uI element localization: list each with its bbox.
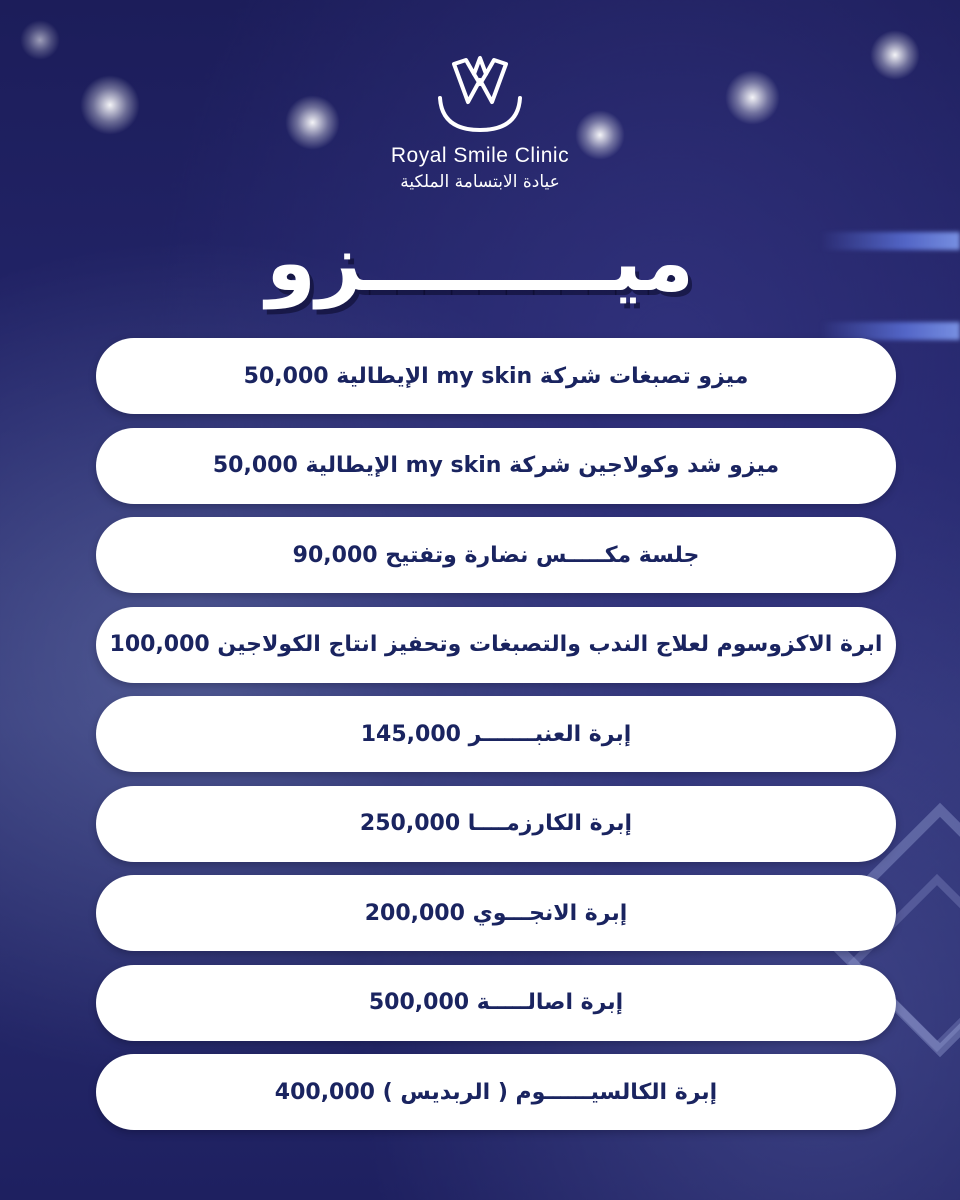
price-item (96, 875, 896, 951)
price-item (96, 965, 896, 1041)
price-item (96, 696, 896, 772)
price-item-text: إبرة الكارزمــــا 250,000 (359, 811, 633, 836)
price-item-text: إبرة العنبـــــــر 145,000 (360, 721, 632, 747)
price-item-text: جلسة مكـــــس نضارة وتفتيح 90,000 (292, 542, 700, 568)
clinic-logo (0, 50, 960, 192)
price-item (96, 428, 896, 504)
brand-name-arabic: عيادة الابتسامة الملكية (400, 172, 560, 192)
price-item-text: ميزو شد وكولاجين شركة my skin الإيطالية 50,000 (212, 453, 780, 478)
price-item (96, 517, 896, 593)
brand-name-english: Royal Smile Clinic (390, 144, 570, 167)
price-item-text: ابرة الاكزوسوم لعلاج الندب والتصبغات وتحفيز انتاج الكولاجين 100,000 (109, 632, 883, 657)
price-item (96, 1054, 896, 1130)
price-list (96, 338, 896, 1144)
price-item-text: إبرة اصالـــــة 500,000 (368, 990, 624, 1015)
price-item-text: إبرة الكالسيــــــوم ( الربديس ) 400,000 (274, 1079, 718, 1105)
price-item (96, 338, 896, 414)
page-title: ميـــــــــزو (266, 216, 694, 309)
price-item-text: إبرة الانجـــوي 200,000 (364, 900, 628, 926)
price-item-text: ميزو تصبغات شركة my skin الإيطالية 50,000 (243, 363, 749, 389)
price-item (96, 786, 896, 862)
price-item (96, 607, 896, 683)
crown-w-logo-icon (432, 50, 528, 134)
